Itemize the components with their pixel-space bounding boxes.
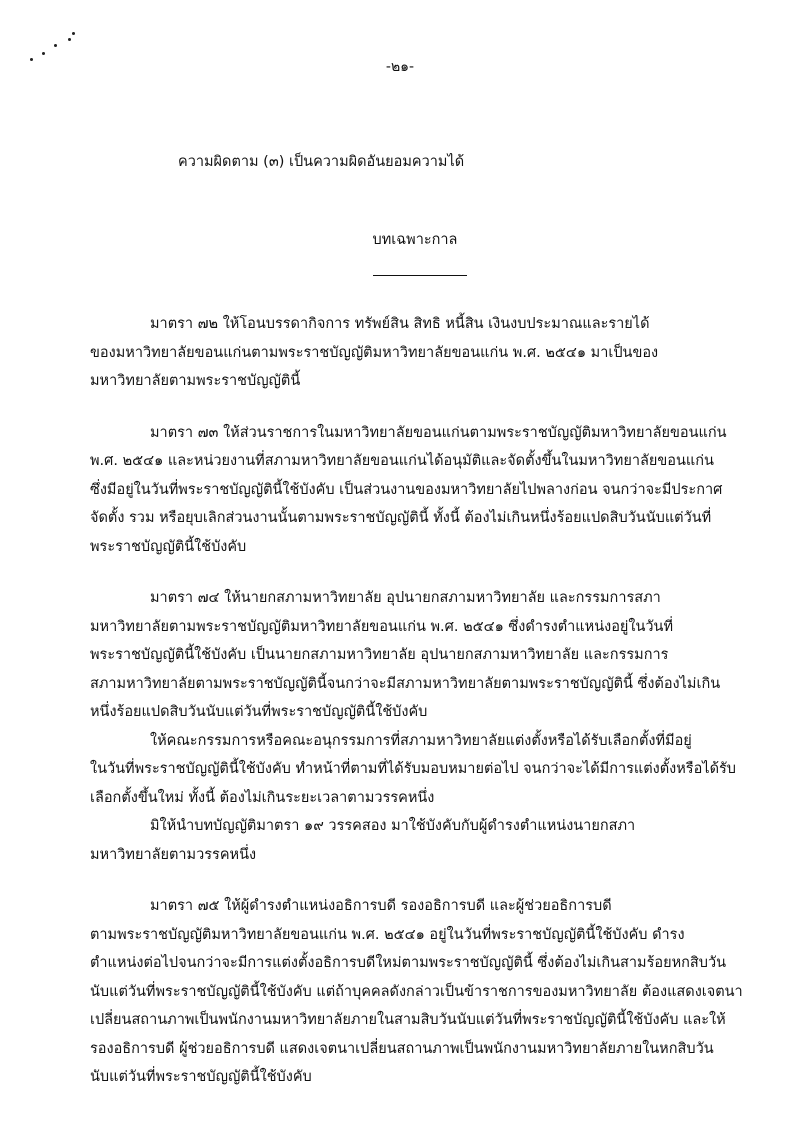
- section-74-paragraph-3-line: มหาวิทยาลัยตามวรรคหนึ่ง: [90, 847, 257, 863]
- speck: [54, 44, 57, 47]
- speck: [42, 52, 45, 55]
- section-74-paragraph-3-line: มิให้นำบทบัญญัติมาตรา ๑๙ วรรคสอง มาใช้บังคับกับผู้ดำรงตำแหน่งนายกสภา: [150, 818, 636, 834]
- section-74-paragraph-2-line: เลือกตั้งขึ้นใหม่ ทั้งนี้ ต้องไม่เกินระยะเวลาตามวรรคหนึ่ง: [90, 790, 435, 806]
- section-75-line: นับแต่วันที่พระราชบัญญัตินี้ใช้บังคับ: [90, 1069, 312, 1085]
- section-75-line: รองอธิการบดี ผู้ช่วยอธิการบดี แสดงเจตนาเปลี่ยนสถานภาพเป็นพนักงานมหาวิทยาลัยภายในหกสิบวัน: [90, 1041, 714, 1057]
- section-75-line: เปลี่ยนสถานภาพเป็นพนักงานมหาวิทยาลัยภายในสามสิบวันนับแต่วันที่พระราชบัญญัตินี้ใช้บังคับ และให้: [90, 1012, 726, 1028]
- section-74-line: สภามหาวิทยาลัยตามพระราชบัญญัตินี้จนกว่าจะมีสภามหาวิทยาลัยตามพระราชบัญญัตินี้ ซึ่งต้องไม่เกิน: [90, 676, 721, 692]
- page-number: -๒๑-: [385, 59, 415, 75]
- section-73-line: จัดตั้ง รวม หรือยุบเลิกส่วนงานนั้นตามพระราชบัญญัตินี้ ทั้งนี้ ต้องไม่เกินหนึ่งร้อยแปดสิบวันนับแต่วันที่: [90, 510, 712, 526]
- section-75-line: ตำแหน่งต่อไปจนกว่าจะมีการแต่งตั้งอธิการบดีใหม่ตามพระราชบัญญัตินี้ ซึ่งต้องไม่เกินสามร้อยหกสิบวัน: [90, 955, 727, 971]
- section-73-line: มาตรา ๗๓ ให้ส่วนราชการในมหาวิทยาลัยขอนแก่นตามพระราชบัญญัติมหาวิทยาลัยขอนแก่น: [150, 425, 727, 441]
- speck: [68, 38, 71, 41]
- section-74-line: มหาวิทยาลัยตามพระราชบัญญัติมหาวิทยาลัยขอนแก่น พ.ศ. ๒๕๔๑ ซึ่งดำรงตำแหน่งอยู่ในวันที่: [90, 619, 674, 635]
- section-heading: บทเฉพาะกาล: [372, 232, 458, 248]
- speck: [72, 32, 75, 35]
- section-72-line: ของมหาวิทยาลัยขอนแก่นตามพระราชบัญญัติมหาวิทยาลัยขอนแก่น พ.ศ. ๒๕๔๑ มาเป็นของ: [90, 345, 659, 361]
- section-74-line: พระราชบัญญัตินี้ใช้บังคับ เป็นนายกสภามหาวิทยาลัย อุปนายกสภามหาวิทยาลัย และกรรมการ: [90, 647, 669, 663]
- section-74-paragraph-2-line: ให้คณะกรรมการหรือคณะอนุกรรมการที่สภามหาวิทยาลัยแต่งตั้งหรือได้รับเลือกตั้งที่มีอยู่: [150, 733, 692, 749]
- section-74-paragraph-2-line: ในวันที่พระราชบัญญัตินี้ใช้บังคับ ทำหน้าที่ตามที่ได้รับมอบหมายต่อไป จนกว่าจะได้มีการแต่งตั้งหรือได้รับ: [90, 761, 737, 777]
- section-74-line: มาตรา ๗๔ ให้นายกสภามหาวิทยาลัย อุปนายกสภามหาวิทยาลัย และกรรมการสภา: [150, 590, 661, 606]
- section-73-line: ซึ่งมีอยู่ในวันที่พระราชบัญญัตินี้ใช้บังคับ เป็นส่วนงานของมหาวิทยาลัยไปพลางก่อน จนกว่าจะมีประกาศ: [90, 482, 723, 498]
- section-72-line: มหาวิทยาลัยตามพระราชบัญญัตินี้: [90, 373, 301, 389]
- section-75-line: มาตรา ๗๕ ให้ผู้ดำรงตำแหน่งอธิการบดี รองอธิการบดี และผู้ช่วยอธิการบดี: [150, 898, 612, 914]
- section-72-line: มาตรา ๗๒ ให้โอนบรรดากิจการ ทรัพย์สิน สิทธิ หนี้สิน เงินงบประมาณและรายได้: [150, 316, 650, 332]
- section-73-line: พ.ศ. ๒๕๔๑ และหน่วยงานที่สภามหาวิทยาลัยขอนแก่นได้อนุมัติและจัดตั้งขึ้นในมหาวิทยาลัยขอนแก่น: [90, 453, 714, 469]
- intro-line: ความผิดตาม (๓) เป็นความผิดอันยอมความได้: [178, 154, 465, 170]
- section-75-line: ตามพระราชบัญญัติมหาวิทยาลัยขอนแก่น พ.ศ. ๒๕๔๑ อยู่ในวันที่พระราชบัญญัตินี้ใช้บังคับ ดำรง: [90, 927, 685, 943]
- heading-underline: [373, 275, 467, 276]
- section-73-line: พระราชบัญญัตินี้ใช้บังคับ: [90, 539, 247, 555]
- section-75-line: นับแต่วันที่พระราชบัญญัตินี้ใช้บังคับ แต่ถ้าบุคคลดังกล่าวเป็นข้าราชการของมหาวิทยาลัย ต้องแสดงเจตนา: [90, 984, 743, 1000]
- section-74-line: หนึ่งร้อยแปดสิบวันนับแต่วันที่พระราชบัญญัตินี้ใช้บังคับ: [90, 704, 428, 720]
